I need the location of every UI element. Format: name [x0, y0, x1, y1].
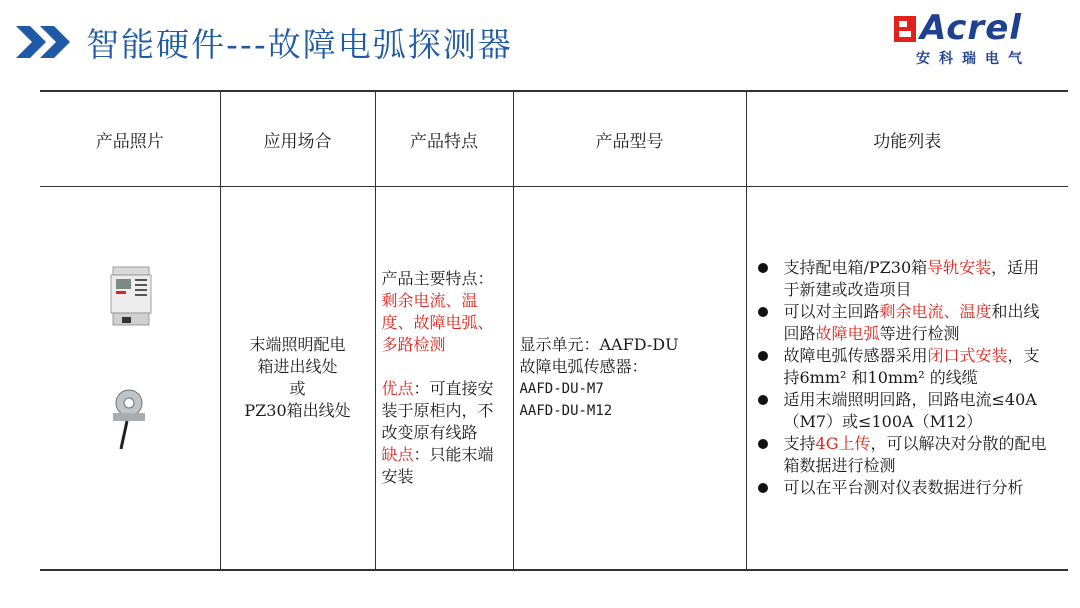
- bullet-icon: [758, 263, 768, 273]
- features-pros: [382, 378, 509, 444]
- product-spec-table: [40, 90, 1068, 571]
- model-sensor-m7: AAFD-DU-M7: [519, 381, 604, 397]
- header-scene: 应用场合: [220, 91, 375, 187]
- header-model: 产品型号: [513, 91, 746, 187]
- header-features: 产品特点: [375, 91, 513, 187]
- logo-wordmark: Acrel: [920, 8, 1022, 48]
- list-item: 可以在平台测对仪表数据进行分析: [758, 477, 1054, 499]
- din-rail-meter-icon: [110, 265, 152, 329]
- scene-line: 或: [289, 379, 306, 398]
- features-cons: [382, 444, 509, 488]
- header-photo: 产品照片: [40, 91, 220, 187]
- bullet-icon: [758, 351, 768, 361]
- list-item: 支持4G上传，可以解决对分散的配电箱数据进行检测: [758, 433, 1054, 477]
- features-highlight: 剩余电流、温度、故障电弧、多路检测: [381, 291, 494, 354]
- cons-label: 缺点: [381, 445, 414, 464]
- page-title: 智能硬件---故障电弧探测器: [86, 24, 513, 64]
- header-functions: 功能列表: [746, 91, 1068, 187]
- scene-line: 末端照明配电: [249, 335, 346, 354]
- model-sensor-m12: AAFD-DU-M12: [519, 403, 613, 419]
- product-model-cell: [513, 187, 746, 571]
- table-row: [40, 187, 1068, 571]
- pros-label: 优点: [381, 379, 414, 398]
- bullet-icon: [758, 307, 768, 317]
- list-item: 可以对主回路剩余电流、温度和出线回路故障电弧等进行检测: [758, 301, 1054, 345]
- list-item: 故障电弧传感器采用闭口式安装，支持6mm² 和10mm² 的线缆: [758, 345, 1054, 389]
- logo-company-name: 安科瑞电气: [916, 51, 1031, 67]
- page-header: [14, 12, 513, 72]
- features-intro: 产品主要特点：: [381, 269, 494, 288]
- bullet-icon: [758, 483, 768, 493]
- double-chevron-icon: [14, 24, 74, 60]
- acrel-logo: [894, 8, 1044, 68]
- acrel-logo-mark-icon: [894, 16, 916, 42]
- table-header-row: [40, 91, 1068, 187]
- pros-text: ：可直接安装于原柜内，不改变原有线路: [381, 379, 494, 442]
- product-photo-cell: [40, 187, 220, 571]
- application-scene-cell: [220, 187, 375, 571]
- bullet-icon: [758, 439, 768, 449]
- model-sensor-label: 故障电弧传感器：: [519, 357, 648, 376]
- function-list-cell: [746, 187, 1068, 571]
- list-item: 适用末端照明回路，回路电流≤40A（M7）或≤100A（M12）: [758, 389, 1054, 433]
- scene-line: PZ30箱出线处: [244, 401, 351, 420]
- bullet-icon: [758, 395, 768, 405]
- scene-line: 箱进出线处: [257, 357, 338, 376]
- product-features-cell: [375, 187, 513, 571]
- list-item: 支持配电箱/PZ30箱导轨安装，适用于新建或改造项目: [758, 257, 1054, 301]
- cons-text: ：只能末端安装: [381, 445, 494, 486]
- model-display-unit: 显示单元：AAFD-DU: [519, 335, 679, 354]
- function-list: [748, 257, 1068, 499]
- current-sensor-icon: [106, 387, 152, 451]
